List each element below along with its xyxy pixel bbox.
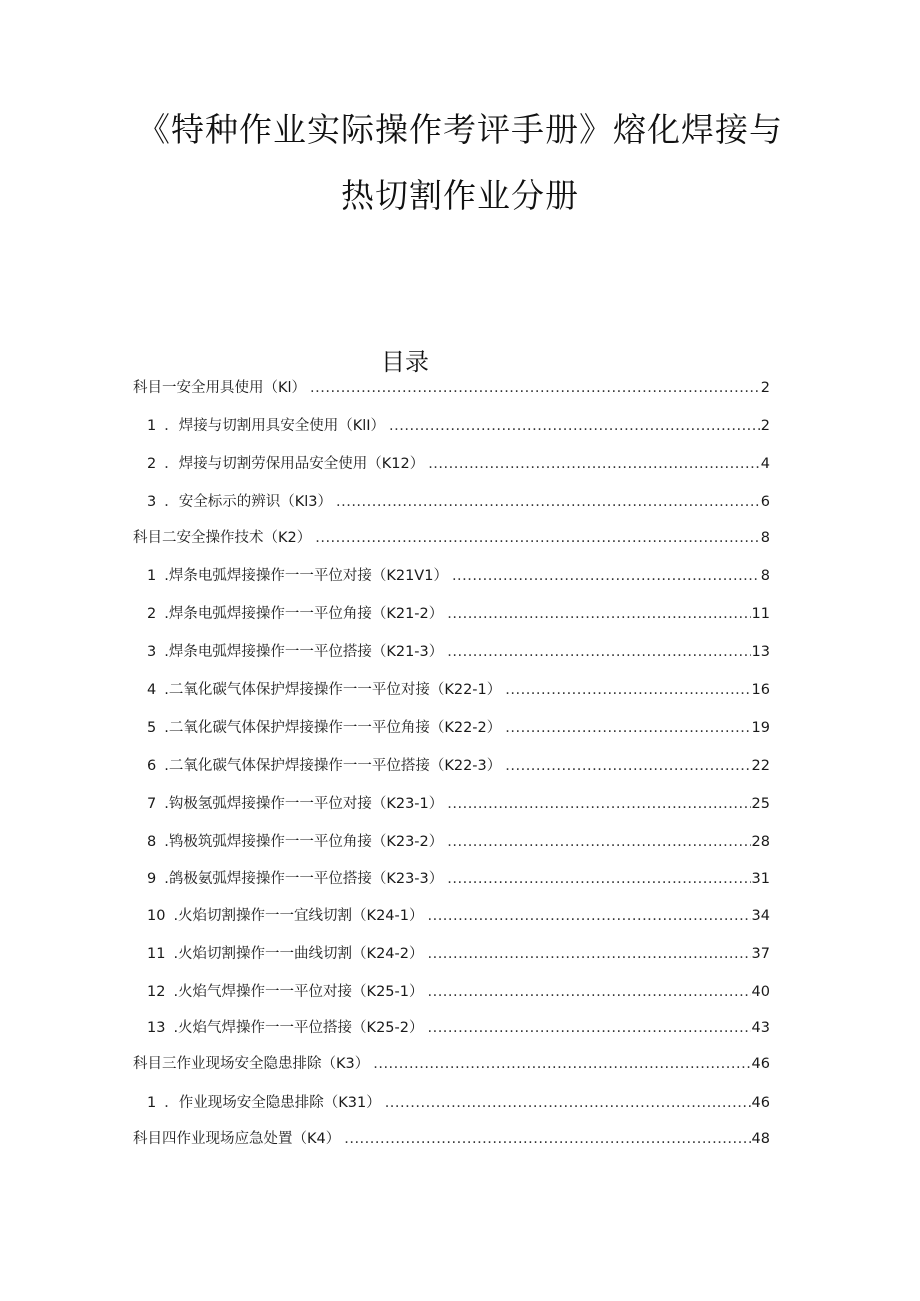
toc-page-number: 22 (751, 758, 770, 774)
toc-dot-leader (427, 906, 750, 926)
toc-entry-text: 科目三作业现场安全隐患排除（K3） (133, 1056, 370, 1072)
toc-page-number: 19 (751, 720, 770, 736)
toc-entry-2-6[interactable] (147, 756, 770, 776)
toc-entry-2-2[interactable] (147, 604, 770, 624)
toc-page-number: 46 (751, 1056, 770, 1072)
toc-dot-leader (428, 454, 760, 474)
toc-entry-2-12[interactable] (147, 982, 770, 1002)
toc-page-number: 37 (751, 946, 770, 962)
toc-entry-text: 科目四作业现场应急处置（K4） (133, 1131, 341, 1147)
toc-entry-1-2[interactable] (147, 454, 770, 474)
toc-dot-leader (336, 492, 760, 512)
toc-entry-text: 科目一安全用具使用（Kl） (133, 380, 307, 396)
toc-page-number: 28 (751, 834, 770, 850)
toc-dot-leader (427, 1018, 750, 1038)
document-title-line-1: 《特种作业实际操作考评手册》熔化焊接与 (137, 110, 783, 149)
toc-entry-number: 11 (147, 946, 166, 962)
toc-page-number: 34 (751, 908, 770, 924)
toc-entry-number: 1 (147, 568, 157, 584)
toc-dot-leader (452, 566, 760, 586)
toc-entry-text: ．焊接与切割劳保用品安全使用（K12） (164, 456, 425, 472)
toc-page-number: 46 (751, 1095, 770, 1111)
toc-entry-text: .二氧化碳气体保护焊接操作一一平位对接（K22-1） (164, 682, 502, 698)
toc-entry-number: 10 (147, 908, 166, 924)
toc-page-number: 16 (751, 682, 770, 698)
toc-entry-text: .二氧化碳气体保护焊接操作一一平位搭接（K22-3） (164, 758, 502, 774)
toc-entry-text: .钩极氢弧焊接操作一一平位对接（K23-1） (164, 796, 444, 812)
toc-page-number: 8 (760, 568, 770, 584)
toc-heading: 目录 (381, 348, 429, 376)
toc-dot-leader (427, 982, 750, 1002)
toc-entry-subject-2[interactable] (133, 528, 770, 548)
toc-entry-text: 科目二安全操作技术（K2） (133, 530, 312, 546)
toc-page-number: 31 (751, 871, 770, 887)
toc-entry-number: 5 (147, 720, 157, 736)
toc-dot-leader (389, 416, 760, 436)
toc-entry-2-3[interactable] (147, 642, 770, 662)
toc-entry-number: 12 (147, 984, 166, 1000)
toc-entry-number: 8 (147, 834, 157, 850)
toc-dot-leader (427, 944, 750, 964)
toc-entry-2-7[interactable] (147, 794, 770, 814)
toc-entry-text: .火焰气焊操作一一平位对接（K25-1） (173, 984, 424, 1000)
toc-entry-text: .焊条电弧焊接操作一一平位对接（K21V1） (164, 568, 448, 584)
toc-page-number: 43 (751, 1020, 770, 1036)
document-title-line-2: 热切割作业分册 (341, 176, 579, 215)
toc-entry-number: 13 (147, 1020, 166, 1036)
toc-entry-number: 1 (147, 418, 157, 434)
toc-entry-text: ．作业现场安全隐患排除（K31） (164, 1095, 381, 1111)
toc-entry-text: .鸨极筑弧焊接操作一一平位角接（K23-2） (164, 834, 444, 850)
toc-page-number: 48 (751, 1131, 770, 1147)
toc-dot-leader (315, 528, 760, 548)
toc-page-number: 6 (760, 494, 770, 510)
toc-entry-2-9[interactable] (147, 869, 770, 889)
toc-entry-text: .火焰气焊操作一一平位搭接（K25-2） (173, 1020, 424, 1036)
toc-dot-leader (373, 1054, 750, 1074)
toc-dot-leader (505, 680, 750, 700)
toc-entry-number: 2 (147, 456, 157, 472)
toc-entry-number: 7 (147, 796, 157, 812)
toc-entry-text: ．焊接与切割用具安全使用（KlI） (164, 418, 386, 434)
toc-page-number: 2 (760, 380, 770, 396)
toc-entry-text: .焊条电弧焊接操作一一平位角接（K21-2） (164, 606, 444, 622)
toc-dot-leader (447, 604, 750, 624)
toc-entry-number: 1 (147, 1095, 157, 1111)
toc-entry-number: 6 (147, 758, 157, 774)
toc-entry-2-1[interactable] (147, 566, 770, 586)
toc-entry-subject-3[interactable] (133, 1054, 770, 1074)
toc-entry-text: .焊条电弧焊接操作一一平位搭接（K21-3） (164, 644, 444, 660)
toc-entry-number: 3 (147, 644, 157, 660)
toc-page-number: 40 (751, 984, 770, 1000)
toc-entry-text: ．安全标示的辨识（Kl3） (164, 494, 332, 510)
toc-entry-1-3[interactable] (147, 492, 770, 512)
toc-entry-1-1[interactable] (147, 416, 770, 436)
toc-dot-leader (447, 642, 750, 662)
toc-page-number: 4 (760, 456, 770, 472)
toc-dot-leader (447, 869, 750, 889)
toc-entry-2-11[interactable] (147, 944, 770, 964)
toc-entry-number: 2 (147, 606, 157, 622)
toc-entry-text: .二氧化碳气体保护焊接操作一一平位角接（K22-2） (164, 720, 502, 736)
toc-dot-leader (447, 832, 750, 852)
toc-dot-leader (447, 794, 750, 814)
toc-entry-2-10[interactable] (147, 906, 770, 926)
toc-entry-subject-4[interactable] (133, 1129, 770, 1149)
toc-entry-2-13[interactable] (147, 1018, 770, 1038)
toc-entry-subject-1[interactable] (133, 378, 770, 398)
toc-entry-text: .火焰切割操作一一曲线切割（K24-2） (173, 946, 424, 962)
toc-entry-2-5[interactable] (147, 718, 770, 738)
toc-entry-3-1[interactable] (147, 1093, 770, 1113)
toc-page-number: 13 (751, 644, 770, 660)
toc-dot-leader (385, 1093, 751, 1113)
toc-dot-leader (505, 756, 750, 776)
toc-entry-text: .鸽极氨弧焊接操作一一平位搭接（K23-3） (164, 871, 444, 887)
toc-entry-number: 3 (147, 494, 157, 510)
toc-entry-2-4[interactable] (147, 680, 770, 700)
toc-dot-leader (310, 378, 760, 398)
toc-page-number: 2 (760, 418, 770, 434)
toc-entry-text: .火焰切割操作一一宜线切割（K24-1） (173, 908, 424, 924)
toc-dot-leader (505, 718, 750, 738)
toc-entry-number: 9 (147, 871, 157, 887)
toc-dot-leader (344, 1129, 750, 1149)
toc-page-number: 8 (760, 530, 770, 546)
toc-entry-2-8[interactable] (147, 832, 770, 852)
toc-page-number: 25 (751, 796, 770, 812)
toc-page-number: 11 (751, 606, 770, 622)
toc-entry-number: 4 (147, 682, 157, 698)
